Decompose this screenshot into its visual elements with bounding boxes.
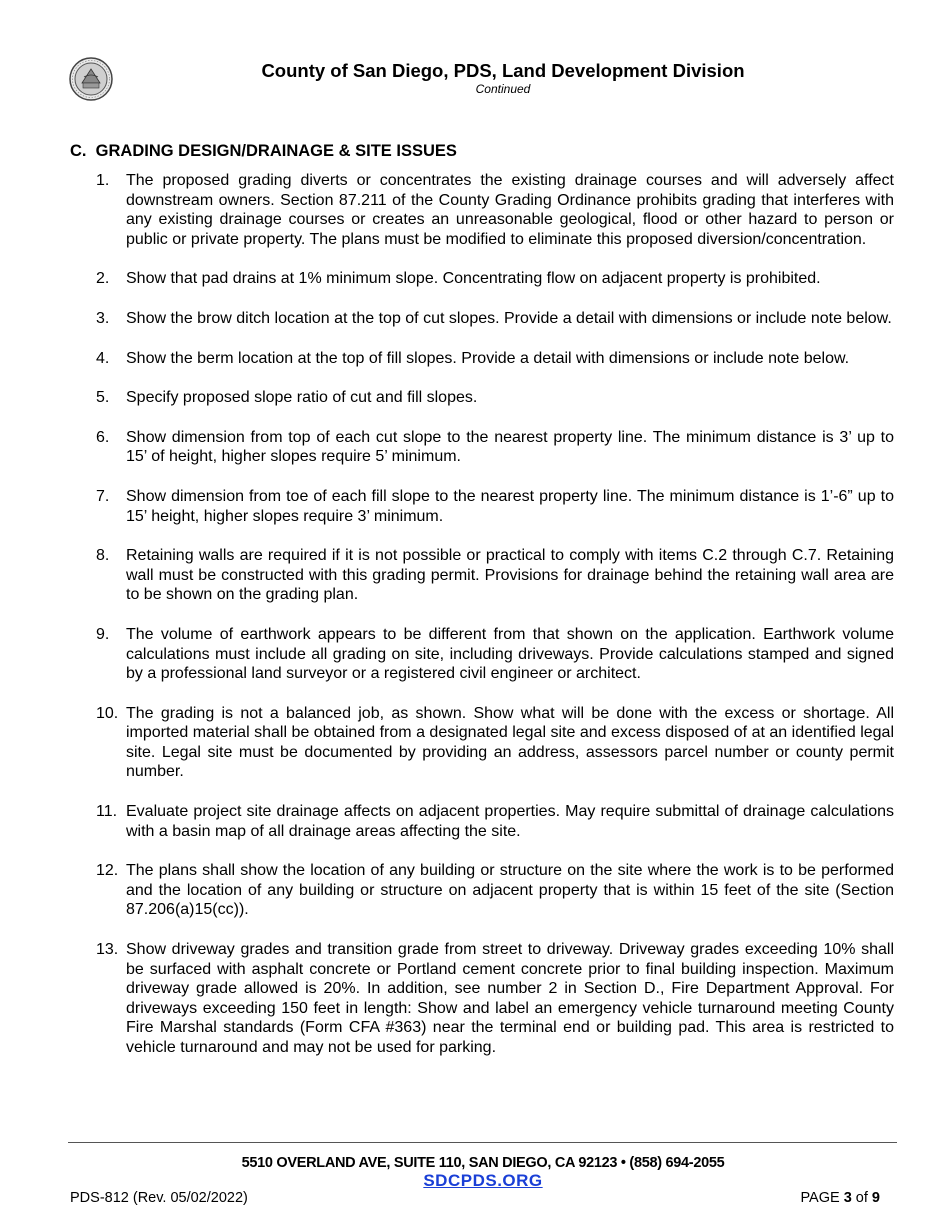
section-title-text: GRADING DESIGN/DRAINAGE & SITE ISSUES	[95, 142, 457, 160]
list-item: 4. Show the berm location at the top of fill slopes. Provide a detail with dimensions or include note below.	[96, 349, 850, 367]
list-item: 11. Evaluate project site drainage affects on adjacent properties. May require submittal of drainage calculations with a basin map of all drainage areas affecting the site.	[96, 803, 894, 840]
section-heading	[70, 142, 457, 161]
list-item: 6. Show dimension from top of each cut slope to the nearest property line. The minimum distance is 3’ up to 15’ of height, higher slopes require 5’ minimum.	[96, 428, 894, 466]
list-item: 1. The proposed grading diverts or concentrates the existing drainage courses and will adversely affect downstream owners. Section 87.211 of the County Grading Ordinance prohibits grading that interferes with any existing drainage courses or creates an unreasonable geological, flood or other hazard to person or public or private property. The plans must be modified to eliminate this proposed diversion/concentration.	[96, 172, 894, 248]
list-item: 13. Show driveway grades and transition grade from street to driveway. Driveway grades exceeding 10% shall be surfaced with asphalt concrete or Portland cement concrete prior to final building inspection. Maximum driveway grade allowed is 20%. In addition, see number 2 in Section D., Fire Department Approval. For driveways exceeding 150 feet in length: Show and label an emergency vehicle turnaround meeting County Fire Marshal standards (Form CFA #363) near the terminal end or building pad. This area is restricted to vehicle turnaround and may not be used for parking.	[96, 941, 894, 1056]
footer-divider	[68, 1142, 897, 1143]
list-item: 7. Show dimension from toe of each fill slope to the nearest property line. The minimum distance is 1’-6” up to 15’ height, higher slopes require 3’ minimum.	[96, 487, 894, 525]
page-header-title: County of San Diego, PDS, Land Development Division	[261, 60, 745, 81]
section-letter: C.	[70, 142, 87, 160]
list-item: 2. Show that pad drains at 1% minimum slope. Concentrating flow on adjacent property is prohibited.	[96, 270, 821, 288]
page-header-subtitle: Continued	[475, 82, 531, 96]
footer-website-link[interactable]: SDCPDS.ORG	[423, 1171, 543, 1190]
requirements-list	[96, 171, 894, 1078]
list-item: 8. Retaining walls are required if it is not possible or practical to comply with items C.2 through C.7. Retaining wall must be constructed with this grading permit. Provisions for drainage behind the retaining wall area are to be shown on the grading plan.	[96, 547, 894, 604]
list-item: 10. The grading is not a balanced job, as shown. Show what will be done with the excess or shortage. All imported material shall be obtained from a designated legal site and excess disposed of at an identified legal site. Legal site must be documented by providing an address, assessors parcel number or county permit number.	[96, 704, 894, 781]
list-item: 9. The volume of earthwork appears to be different from that shown on the application. Earthwork volume calculations must include all grading on site, including driveways. Provide calculations stamped and signed by a professional land surveyor or a registered civil engineer or architect.	[96, 625, 894, 683]
form-revision-id: PDS-812 (Rev. 05/02/2022)	[70, 1190, 248, 1206]
list-item: 12. The plans shall show the location of any building or structure on the site where the work is to be performed and the location of any building or structure on adjacent property that is within 15 feet of the site (Section 87.206(a)15(cc)).	[96, 862, 894, 919]
list-item: 5. Specify proposed slope ratio of cut and fill slopes.	[96, 389, 478, 407]
page-number: PAGE 3 of 9	[800, 1190, 880, 1206]
list-item: 3. Show the brow ditch location at the top of cut slopes. Provide a detail with dimensions or include note below.	[96, 309, 892, 327]
footer-address: 5510 OVERLAND AVE, SUITE 110, SAN DIEGO, CA 92123 • (858) 694-2055	[241, 1155, 725, 1171]
